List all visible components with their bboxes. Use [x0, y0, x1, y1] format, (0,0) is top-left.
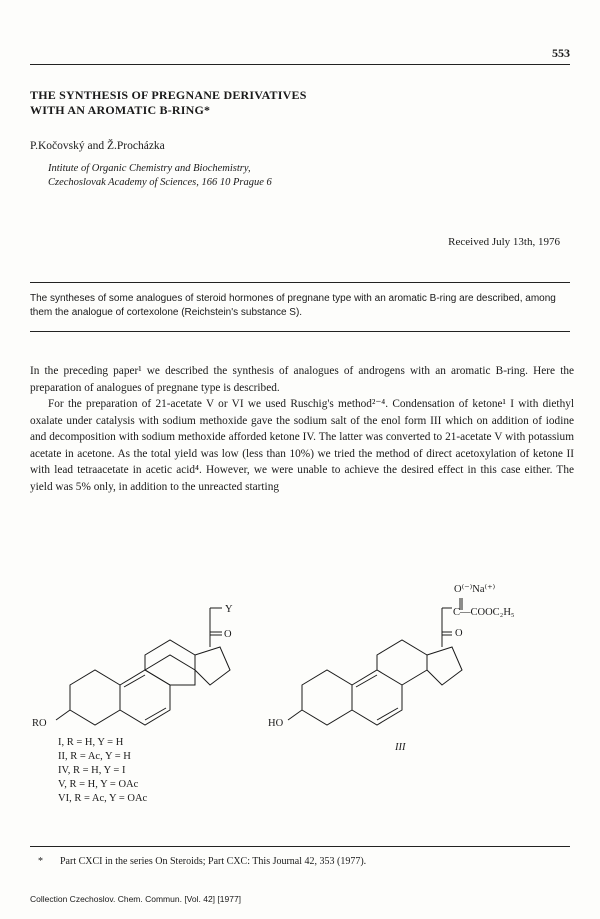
- affiliation: [48, 162, 272, 190]
- title-line-2: WITH AN AROMATIC B-RING*: [30, 103, 211, 117]
- ester-label: C—COOC₂H₅: [453, 607, 515, 618]
- compound-line-5: VI, R = Ac, Y = OAc: [58, 793, 148, 804]
- journal-citation: Collection Czechoslov. Chem. Commun. [Vol. 42] [1977]: [30, 894, 242, 904]
- compound-line-3: IV, R = H, Y = I: [58, 765, 126, 776]
- y-label: Y: [225, 604, 233, 615]
- compound-line-1: I, R = H, Y = H: [58, 737, 124, 748]
- steroid-structure-left: [32, 604, 233, 729]
- footnote: Part CXCI in the series On Steroids; Part CXC: This Journal 42, 353 (1977).: [60, 856, 367, 867]
- footnote-rule: [30, 846, 570, 847]
- abstract-bottom-rule: [30, 331, 570, 332]
- ho-label: HO: [268, 718, 284, 729]
- compound-line-2: II, R = Ac, Y = H: [58, 751, 131, 762]
- paragraph-1: In the preceding paper¹ we described the synthesis of analogues of androgens with an aromatic B-ring. Here the preparation of analogues of pregnane type is described.: [30, 365, 574, 394]
- ketone-o-label: O: [224, 629, 232, 640]
- title-line-1: THE SYNTHESIS OF PREGNANE DERIVATIVES: [30, 88, 307, 102]
- article-title: [30, 88, 307, 118]
- authors: P.Kočovský and Ž.Procházka: [30, 140, 165, 152]
- enolate-label: O⁽⁻⁾Na⁽⁺⁾: [454, 584, 496, 595]
- steroid-structure-right: [268, 583, 515, 753]
- right-ketone-o-label: O: [455, 628, 463, 639]
- body-text: [30, 363, 574, 495]
- compound-iii-label: III: [395, 742, 406, 753]
- affiliation-line-2: Czechoslovak Academy of Sciences, 166 10 Prague 6: [48, 177, 272, 188]
- abstract-top-rule: [30, 282, 570, 283]
- paragraph-2: For the preparation of 21-acetate V or VI we used Ruschig's method²⁻⁴. Condensation of ketone¹ I with diethyl oxalate under catalysis with sodium methoxide gave the sodium salt of the enol form III which on addition of iodine and decomposition with sodium methoxide afforded ketone IV. The latter was converted to 21-acetate V with potassium acetate in acetone. As the total yield was low (less than 10%) we tried the method of direct acetoxylation of ketone II with lead tetraacetate in acetic acid⁴. However, we were unable to achieve the desired effect in this case either. The yield was 5% only, in addition to the unreacted starting: [30, 398, 574, 493]
- received-date: Received July 13th, 1976: [448, 236, 560, 248]
- compound-line-4: V, R = H, Y = OAc: [58, 779, 139, 790]
- affiliation-line-1: Intitute of Organic Chemistry and Biochemistry,: [48, 163, 251, 174]
- abstract: The syntheses of some analogues of steroid hormones of pregnane type with an aromatic B-ring are described, among them the analogue of cortexolone (Reichstein's substance S).: [30, 293, 556, 318]
- page-number: 553: [552, 46, 570, 60]
- footnote-mark: *: [38, 856, 43, 867]
- ro-label: RO: [32, 718, 47, 729]
- header-rule: [30, 64, 570, 65]
